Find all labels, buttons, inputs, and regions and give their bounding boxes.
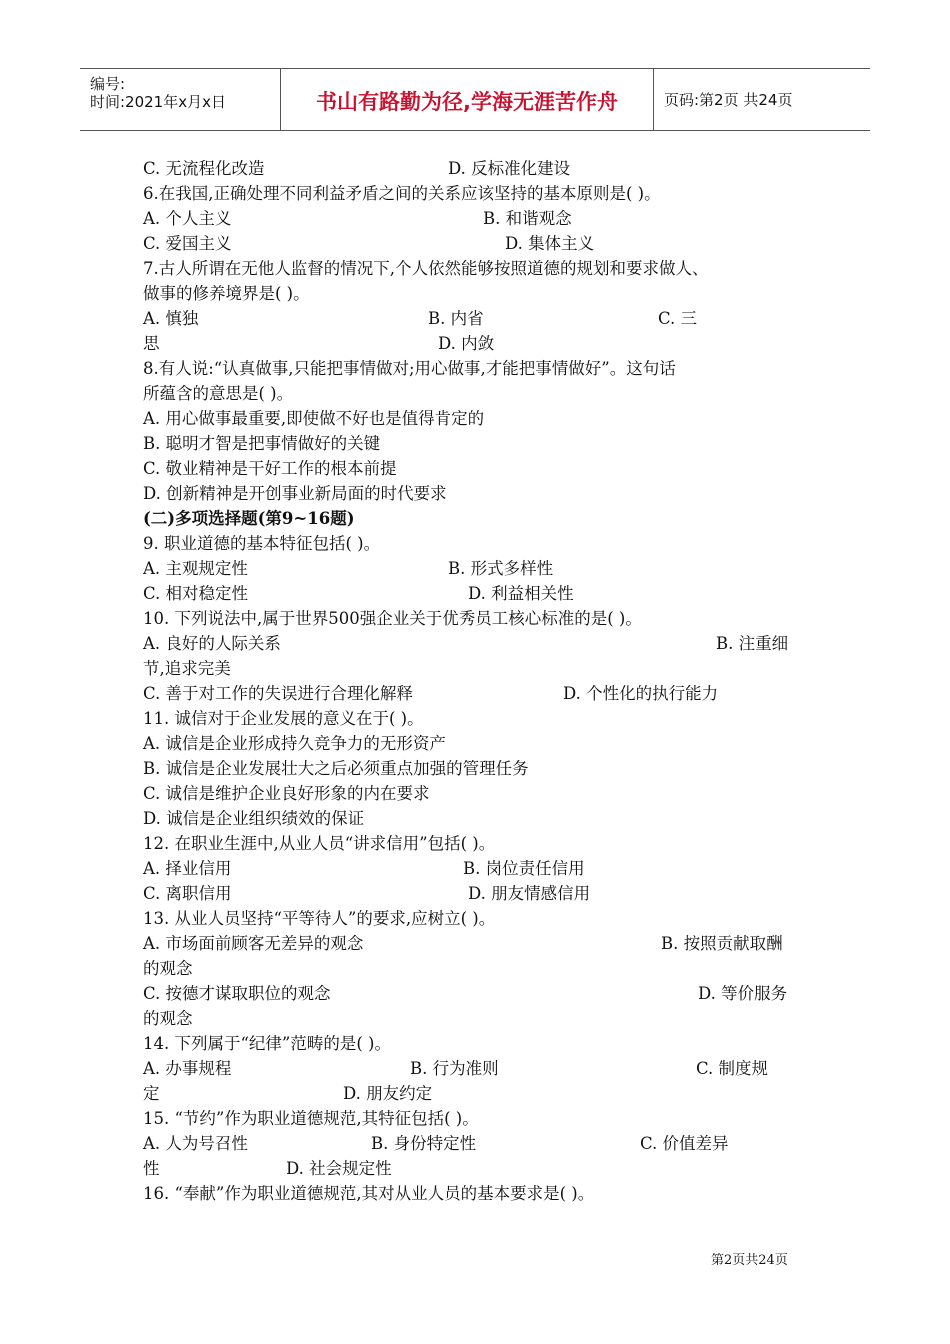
text-segment: 10. 下列说法中,属于世界500强企业关于优秀员工核心标准的是( )。 [143, 609, 642, 628]
text-line [143, 407, 813, 431]
text-line [143, 782, 813, 806]
text-segment: 6.在我国,正确处理不同利益矛盾之间的关系应该坚持的基本原则是( )。 [143, 184, 661, 203]
text-segment: C. 诚信是维护企业良好形象的内在要求 [143, 784, 430, 803]
text-line [143, 807, 813, 831]
text-segment: B. 注重细 [716, 634, 789, 653]
text-line [143, 232, 813, 256]
text-segment: A. 个人主义 [143, 209, 232, 228]
text-segment: B. 岗位责任信用 [463, 859, 585, 878]
text-line [143, 257, 813, 281]
text-segment: D. 朋友情感信用 [468, 884, 591, 903]
text-segment: 定 [143, 1084, 160, 1103]
text-line [143, 682, 813, 706]
text-line [143, 457, 813, 481]
text-line [143, 157, 813, 181]
text-segment: B. 和谐观念 [483, 209, 572, 228]
text-segment: D. 利益相关性 [468, 584, 574, 603]
text-segment: 16. “奉献”作为职业道德规范,其对从业人员的基本要求是( )。 [143, 1184, 595, 1203]
text-segment: C. 离职信用 [143, 884, 232, 903]
text-segment: B. 形式多样性 [448, 559, 554, 578]
text-segment: C. 制度规 [696, 1059, 769, 1078]
text-segment: 7.古人所谓在无他人监督的情况下,个人依然能够按照道德的规划和要求做人、 [143, 259, 709, 278]
text-segment: 12. 在职业生涯中,从业人员“讲求信用”包括( )。 [143, 834, 496, 853]
text-line [143, 732, 813, 756]
text-line [143, 1082, 813, 1106]
text-segment: 11. 诚信对于企业发展的意义在于( )。 [143, 709, 424, 728]
text-segment: 14. 下列属于“纪律”范畴的是( )。 [143, 1034, 391, 1053]
text-segment: B. 按照贡献取酬 [661, 934, 783, 953]
text-segment: B. 诚信是企业发展壮大之后必须重点加强的管理任务 [143, 759, 529, 778]
text-segment: D. 内敛 [438, 334, 495, 353]
text-segment: 的观念 [143, 1009, 193, 1028]
text-segment: D. 等价服务 [698, 984, 788, 1003]
text-segment: C. 三 [658, 309, 698, 328]
text-segment: A. 办事规程 [143, 1059, 232, 1078]
text-line [143, 857, 813, 881]
text-line [143, 982, 813, 1006]
text-line [143, 1132, 813, 1156]
text-segment: A. 市场面前顾客无差异的观念 [143, 934, 364, 953]
page-footer: 第2页共24页 [711, 1253, 788, 1268]
text-segment: D. 诚信是企业组织绩效的保证 [143, 809, 365, 828]
text-line [143, 382, 813, 406]
text-line [143, 907, 813, 931]
text-segment: 节,追求完美 [143, 659, 231, 678]
text-line [143, 1032, 813, 1056]
text-segment: 8.有人说:“认真做事,只能把事情做对;用心做事,才能把事情做好”。这句话 [143, 359, 676, 378]
text-segment: B. 内省 [428, 309, 484, 328]
text-line [143, 607, 813, 631]
text-line [143, 507, 813, 531]
text-line [143, 632, 813, 656]
motto: 书山有路勤为径,学海无涯苦作舟 [316, 90, 618, 114]
text-segment: C. 按德才谋取职位的观念 [143, 984, 331, 1003]
text-segment: 做事的修养境界是( )。 [143, 284, 310, 303]
text-segment: A. 用心做事最重要,即使做不好也是值得肯定的 [143, 409, 485, 428]
number-label: 编号: [90, 75, 126, 93]
text-line [143, 332, 813, 356]
time-label: 时间:2021年x月x日 [90, 93, 226, 111]
text-segment: C. 爱国主义 [143, 234, 232, 253]
text-segment: 的观念 [143, 959, 193, 978]
text-segment: 13. 从业人员坚持“平等待人”的要求,应树立( )。 [143, 909, 496, 928]
text-segment: D. 集体主义 [505, 234, 595, 253]
text-segment: D. 反标准化建设 [448, 159, 571, 178]
text-line [143, 882, 813, 906]
text-line [143, 657, 813, 681]
text-line [143, 357, 813, 381]
text-line [143, 532, 813, 556]
header-page-cell [654, 69, 870, 130]
text-segment: D. 个性化的执行能力 [563, 684, 719, 703]
text-line [143, 707, 813, 731]
text-line [143, 1107, 813, 1131]
text-segment: A. 人为号召性 [143, 1134, 248, 1153]
page-label: 页码:第2页 共24页 [664, 91, 793, 109]
text-line [143, 207, 813, 231]
text-line [143, 307, 813, 331]
text-segment: (二)多项选择题(第9~16题) [143, 509, 355, 528]
page-header [80, 68, 870, 131]
text-segment: A. 慎独 [143, 309, 199, 328]
text-segment: C. 相对稳定性 [143, 584, 249, 603]
text-segment: A. 主观规定性 [143, 559, 248, 578]
text-segment: B. 身份特定性 [371, 1134, 477, 1153]
text-segment: 性 [143, 1159, 160, 1178]
text-segment: C. 敬业精神是干好工作的根本前提 [143, 459, 397, 478]
text-line [143, 757, 813, 781]
text-segment: C. 善于对工作的失误进行合理化解释 [143, 684, 414, 703]
text-line [143, 432, 813, 456]
text-line [143, 1157, 813, 1181]
text-line [143, 182, 813, 206]
text-segment: D. 社会规定性 [286, 1159, 392, 1178]
header-motto-cell [281, 69, 654, 130]
text-segment: 所蕴含的意思是( )。 [143, 384, 294, 403]
text-line [143, 1007, 813, 1031]
header-meta-cell [80, 69, 281, 130]
text-line [143, 832, 813, 856]
text-line [143, 482, 813, 506]
text-line [143, 282, 813, 306]
text-line [143, 557, 813, 581]
text-segment: C. 无流程化改造 [143, 159, 265, 178]
text-segment: D. 朋友约定 [343, 1084, 433, 1103]
text-line [143, 957, 813, 981]
text-line [143, 1057, 813, 1081]
text-segment: D. 创新精神是开创事业新局面的时代要求 [143, 484, 447, 503]
text-line [143, 932, 813, 956]
text-line [143, 582, 813, 606]
text-segment: 思 [143, 334, 160, 353]
text-line [143, 1182, 813, 1206]
text-segment: A. 良好的人际关系 [143, 634, 281, 653]
text-segment: C. 价值差异 [640, 1134, 729, 1153]
text-segment: A. 诚信是企业形成持久竞争力的无形资产 [143, 734, 446, 753]
text-segment: 9. 职业道德的基本特征包括( )。 [143, 534, 381, 553]
text-segment: B. 行为准则 [410, 1059, 499, 1078]
text-segment: A. 择业信用 [143, 859, 232, 878]
text-segment: 15. “节约”作为职业道德规范,其特征包括( )。 [143, 1109, 479, 1128]
text-segment: B. 聪明才智是把事情做好的关键 [143, 434, 381, 453]
